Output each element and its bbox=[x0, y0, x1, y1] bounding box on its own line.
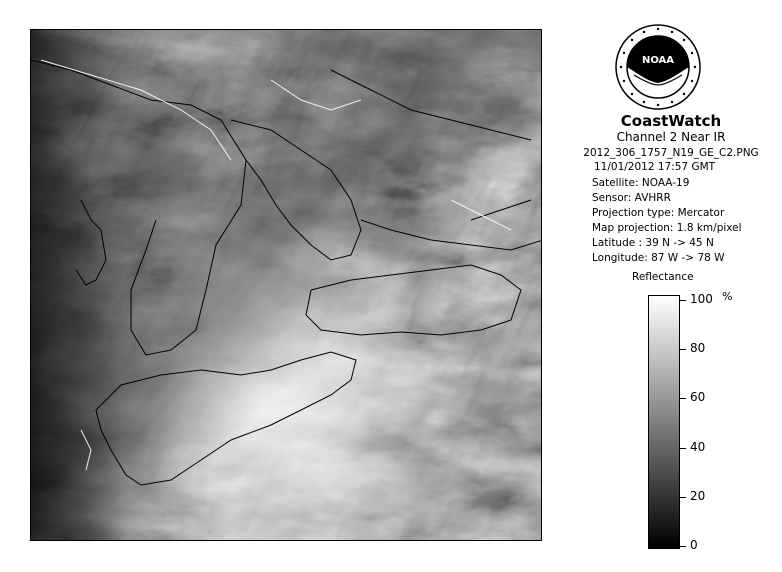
colorbar-tick-label: 0 bbox=[690, 538, 698, 552]
colorbar-tick-label: 80 bbox=[690, 341, 706, 355]
noaa-logo bbox=[614, 23, 702, 111]
latitude-label: Latitude : 39 N -> 45 N bbox=[592, 237, 714, 249]
product-title: CoastWatch bbox=[620, 112, 722, 130]
image-filename: 2012_306_1757_N19_GE_C2.PNG bbox=[583, 147, 759, 159]
colorbar-tick bbox=[680, 398, 686, 399]
satellite-image-render bbox=[31, 30, 542, 541]
sensor-label: Sensor: AVHRR bbox=[592, 192, 671, 204]
satellite-label: Satellite: NOAA-19 bbox=[592, 177, 690, 189]
channel-subtitle: Channel 2 Near IR bbox=[616, 130, 726, 144]
colorbar-tick-label: 40 bbox=[690, 440, 706, 454]
noaa-logo-text: NOAA bbox=[641, 55, 675, 66]
colorbar-tick bbox=[680, 497, 686, 498]
reflectance-colorbar bbox=[648, 295, 680, 549]
colorbar-tick-label: 60 bbox=[690, 390, 706, 404]
colorbar-tick bbox=[680, 546, 686, 547]
colorbar-tick bbox=[680, 300, 686, 301]
colorbar-tick bbox=[680, 448, 686, 449]
longitude-label: Longitude: 87 W -> 78 W bbox=[592, 252, 725, 264]
colorbar-tick-label: 100 bbox=[690, 292, 713, 306]
map-projection-label: Map projection: 1.8 km/pixel bbox=[592, 222, 742, 234]
colorbar-tick-label: 20 bbox=[690, 489, 706, 503]
colorbar-title: Reflectance bbox=[632, 271, 694, 283]
colorbar-unit: % bbox=[722, 290, 733, 303]
noaa-logo-graphic bbox=[614, 23, 702, 111]
datetime-label: 11/01/2012 17:57 GMT bbox=[594, 161, 716, 173]
satellite-image bbox=[30, 29, 542, 541]
projection-type-label: Projection type: Mercator bbox=[592, 207, 725, 219]
colorbar-tick bbox=[680, 349, 686, 350]
